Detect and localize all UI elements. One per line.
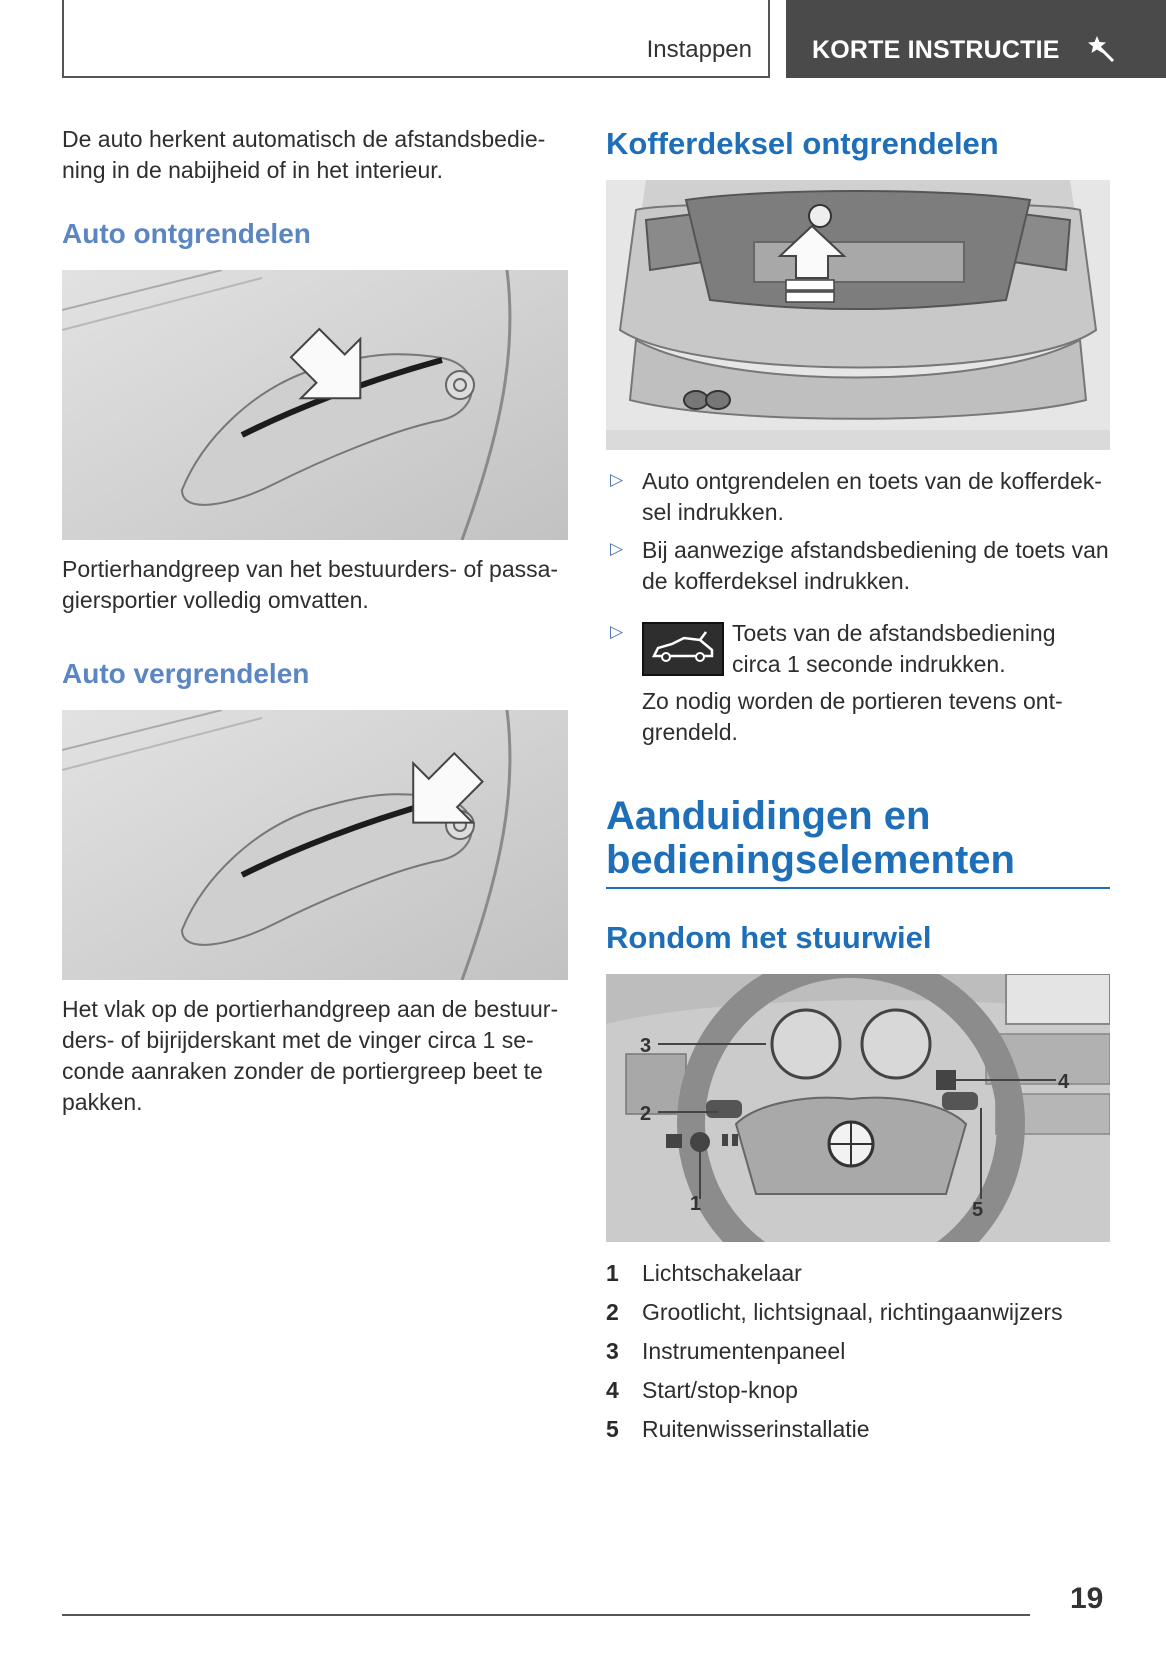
legend-item bbox=[606, 1260, 1110, 1294]
legend-item bbox=[606, 1377, 1110, 1411]
bullet-triangle-icon: ▷ bbox=[610, 470, 624, 489]
callout-1: 1 bbox=[690, 1193, 702, 1215]
header-box bbox=[62, 0, 770, 78]
legend-number: 1 bbox=[606, 1260, 619, 1286]
legend-item bbox=[606, 1299, 1110, 1333]
chapter-tab-label: KORTE INSTRUCTIE bbox=[812, 36, 1060, 64]
lock-heading: Auto vergrendelen bbox=[62, 658, 310, 689]
callout-5: 5 bbox=[972, 1199, 984, 1221]
unlock-text: Portierhandgreep van het bestuurders- of passagiersportier volledig omvatten. bbox=[62, 556, 559, 613]
section-heading: Aanduidingen en bedieningselementen bbox=[606, 794, 1015, 882]
callout-2: 2 bbox=[640, 1103, 652, 1125]
page-number: 19 bbox=[1070, 1582, 1104, 1615]
legend-number: 2 bbox=[606, 1299, 619, 1325]
pin-star-icon bbox=[1086, 34, 1116, 69]
legend-item bbox=[606, 1338, 1110, 1372]
trunk-heading: Kofferdeksel ontgrendelen bbox=[606, 126, 999, 161]
legend-number: 3 bbox=[606, 1338, 619, 1364]
legend-label: Lichtschakelaar bbox=[642, 1260, 802, 1286]
lock-text: Het vlak op de portierhandgreep aan de bestuurders- of bijrijderskant met de vinger circa 1 seconde aanraken zonder de portiergreep beet te pakken. bbox=[62, 996, 559, 1115]
trunk-note: Zo nodig worden de portieren tevens ontgrendeld. bbox=[642, 688, 1063, 745]
unlock-heading: Auto ontgrendelen bbox=[62, 218, 311, 249]
legend-number: 4 bbox=[606, 1377, 619, 1403]
intro-text: De auto herkent automatisch de afstandsbediening in de nabijheid of in het interieur. bbox=[62, 126, 546, 183]
callout-4: 4 bbox=[1058, 1071, 1070, 1093]
legend-number: 5 bbox=[606, 1416, 619, 1442]
bullet-triangle-icon: ▷ bbox=[610, 622, 624, 641]
callout-3: 3 bbox=[640, 1035, 652, 1057]
legend-label: Start/stop-knop bbox=[642, 1377, 798, 1403]
wheel-heading: Rondom het stuurwiel bbox=[606, 920, 932, 955]
section-divider bbox=[606, 887, 1110, 889]
bullet-triangle-icon: ▷ bbox=[610, 539, 624, 558]
legend-label: Ruitenwisserinstallatie bbox=[642, 1416, 870, 1442]
trunk-figure bbox=[606, 180, 1110, 450]
chapter-tab[interactable] bbox=[786, 0, 1166, 78]
legend-label: Instrumentenpaneel bbox=[642, 1338, 846, 1364]
legend-label: Grootlicht, lichtsignaal, richtingaanwijzers bbox=[642, 1299, 1063, 1325]
footer-rule bbox=[62, 1614, 1030, 1616]
trunk-bullet-text: Toets van de afstandsbediening circa 1 seconde indrukken. bbox=[732, 620, 1056, 677]
door-handle-unlock-figure bbox=[62, 270, 568, 540]
steering-wheel-figure bbox=[606, 974, 1110, 1242]
remote-trunk-key-icon bbox=[642, 622, 724, 676]
trunk-bullet-text: Bij aanwezige afstandsbediening de toets van de kofferdeksel indrukken. bbox=[642, 537, 1109, 594]
legend-item bbox=[606, 1416, 1110, 1450]
trunk-bullet-text: Auto ontgrendelen en toets van de kofferdeksel indrukken. bbox=[642, 468, 1102, 525]
section-title: Instappen bbox=[646, 36, 752, 63]
door-handle-lock-figure bbox=[62, 710, 568, 980]
